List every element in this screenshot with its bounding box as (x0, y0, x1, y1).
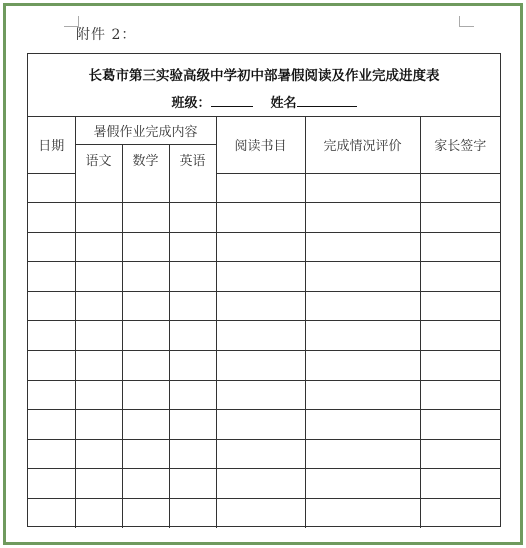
form-header (28, 54, 500, 117)
table-body (28, 173, 500, 528)
cell-evaluation[interactable] (305, 173, 420, 203)
table-row (28, 380, 500, 410)
cell-math[interactable] (122, 262, 169, 292)
progress-form (27, 53, 501, 527)
cell-date[interactable] (28, 232, 75, 262)
cell-english[interactable] (169, 203, 216, 233)
cell-math[interactable] (122, 439, 169, 469)
cell-evaluation[interactable] (305, 469, 420, 499)
cell-math[interactable] (122, 291, 169, 321)
form-title: 长葛市第三实验高级中学初中部暑假阅读及作业完成进度表 (88, 68, 440, 84)
cell-english[interactable] (169, 262, 216, 292)
cell-math[interactable] (122, 232, 169, 262)
cell-parent-signature[interactable] (420, 232, 500, 262)
cell-chinese[interactable] (75, 291, 122, 321)
table-row (28, 499, 500, 528)
cell-parent-signature[interactable] (420, 380, 500, 410)
table-row (28, 410, 500, 440)
cell-evaluation[interactable] (305, 439, 420, 469)
cell-reading[interactable] (216, 232, 305, 262)
cell-chinese[interactable] (75, 262, 122, 292)
cell-evaluation[interactable] (305, 410, 420, 440)
name-blank-field[interactable] (297, 94, 357, 107)
cell-reading[interactable] (216, 173, 305, 203)
table-row (28, 232, 500, 262)
cell-reading[interactable] (216, 203, 305, 233)
cell-reading[interactable] (216, 262, 305, 292)
cell-reading[interactable] (216, 410, 305, 440)
cell-reading[interactable] (216, 439, 305, 469)
cell-reading[interactable] (216, 499, 305, 528)
cell-parent-signature[interactable] (420, 439, 500, 469)
cell-reading[interactable] (216, 321, 305, 351)
cell-evaluation[interactable] (305, 351, 420, 381)
cell-date[interactable] (28, 439, 75, 469)
cell-date[interactable] (28, 173, 75, 203)
cell-parent-signature[interactable] (420, 410, 500, 440)
cell-date[interactable] (28, 499, 75, 528)
cell-evaluation[interactable] (305, 262, 420, 292)
cell-evaluation[interactable] (305, 291, 420, 321)
cell-chinese[interactable] (75, 410, 122, 440)
cell-math[interactable] (122, 203, 169, 233)
header-reading: 阅读书目 (216, 116, 305, 173)
header-homework-group: 暑假作业完成内容 (75, 116, 216, 145)
cell-chinese[interactable] (75, 439, 122, 469)
cell-parent-signature[interactable] (420, 262, 500, 292)
cell-chinese[interactable] (75, 380, 122, 410)
header-parent-signature: 家长签字 (420, 116, 500, 173)
class-blank-field[interactable] (211, 94, 253, 107)
cell-chinese[interactable] (75, 351, 122, 381)
cell-chinese[interactable] (75, 232, 122, 262)
cell-math[interactable] (122, 410, 169, 440)
table-row (28, 262, 500, 292)
cell-reading[interactable] (216, 291, 305, 321)
name-label: 姓名 (270, 96, 297, 111)
header-chinese: 语文 (75, 145, 122, 174)
table-row (28, 439, 500, 469)
cell-date[interactable] (28, 262, 75, 292)
cell-parent-signature[interactable] (420, 499, 500, 528)
cell-english[interactable] (169, 321, 216, 351)
class-label: 班级： (171, 96, 211, 111)
cell-date[interactable] (28, 321, 75, 351)
cell-parent-signature[interactable] (420, 351, 500, 381)
header-math: 数学 (122, 145, 169, 174)
cell-reading[interactable] (216, 380, 305, 410)
cell-english[interactable] (169, 499, 216, 528)
header-date: 日期 (28, 116, 75, 173)
cell-chinese[interactable] (75, 499, 122, 528)
cell-english[interactable] (169, 291, 216, 321)
cell-english[interactable] (169, 439, 216, 469)
cell-evaluation[interactable] (305, 380, 420, 410)
cell-date[interactable] (28, 291, 75, 321)
cell-date[interactable] (28, 203, 75, 233)
cell-english[interactable] (169, 232, 216, 262)
table-row (28, 203, 500, 233)
progress-table (28, 116, 500, 528)
table-row (28, 321, 500, 351)
cell-english[interactable] (169, 469, 216, 499)
cell-date[interactable] (28, 351, 75, 381)
cell-evaluation[interactable] (305, 203, 420, 233)
attachment-label: 附件 2： (76, 27, 137, 43)
cell-parent-signature[interactable] (420, 291, 500, 321)
cell-chinese[interactable] (75, 203, 122, 233)
cell-evaluation[interactable] (305, 499, 420, 528)
student-info-line (28, 92, 500, 111)
cell-math[interactable] (122, 321, 169, 351)
cell-reading[interactable] (216, 469, 305, 499)
cell-chinese[interactable] (75, 321, 122, 351)
cell-english[interactable] (169, 351, 216, 381)
cell-math[interactable] (122, 380, 169, 410)
cell-evaluation[interactable] (305, 232, 420, 262)
cell-english[interactable] (169, 410, 216, 440)
table-row (28, 291, 500, 321)
cell-date[interactable] (28, 410, 75, 440)
table-row (28, 351, 500, 381)
cell-chinese[interactable] (75, 469, 122, 499)
page-frame (3, 3, 523, 545)
cell-math[interactable] (122, 173, 169, 203)
header-row (28, 116, 500, 145)
margin-corner-mark (459, 16, 474, 27)
cell-math[interactable] (122, 499, 169, 528)
cell-parent-signature[interactable] (420, 203, 500, 233)
cell-math[interactable] (122, 469, 169, 499)
table-row (28, 173, 500, 203)
header-evaluation: 完成情况评价 (305, 116, 420, 173)
cell-chinese[interactable] (75, 173, 122, 203)
cell-english[interactable] (169, 173, 216, 203)
cell-reading[interactable] (216, 351, 305, 381)
table-row (28, 469, 500, 499)
cell-parent-signature[interactable] (420, 321, 500, 351)
cell-parent-signature[interactable] (420, 173, 500, 203)
cell-parent-signature[interactable] (420, 469, 500, 499)
header-english: 英语 (169, 145, 216, 174)
cell-evaluation[interactable] (305, 321, 420, 351)
cell-date[interactable] (28, 380, 75, 410)
cell-date[interactable] (28, 469, 75, 499)
cell-math[interactable] (122, 351, 169, 381)
cell-english[interactable] (169, 380, 216, 410)
